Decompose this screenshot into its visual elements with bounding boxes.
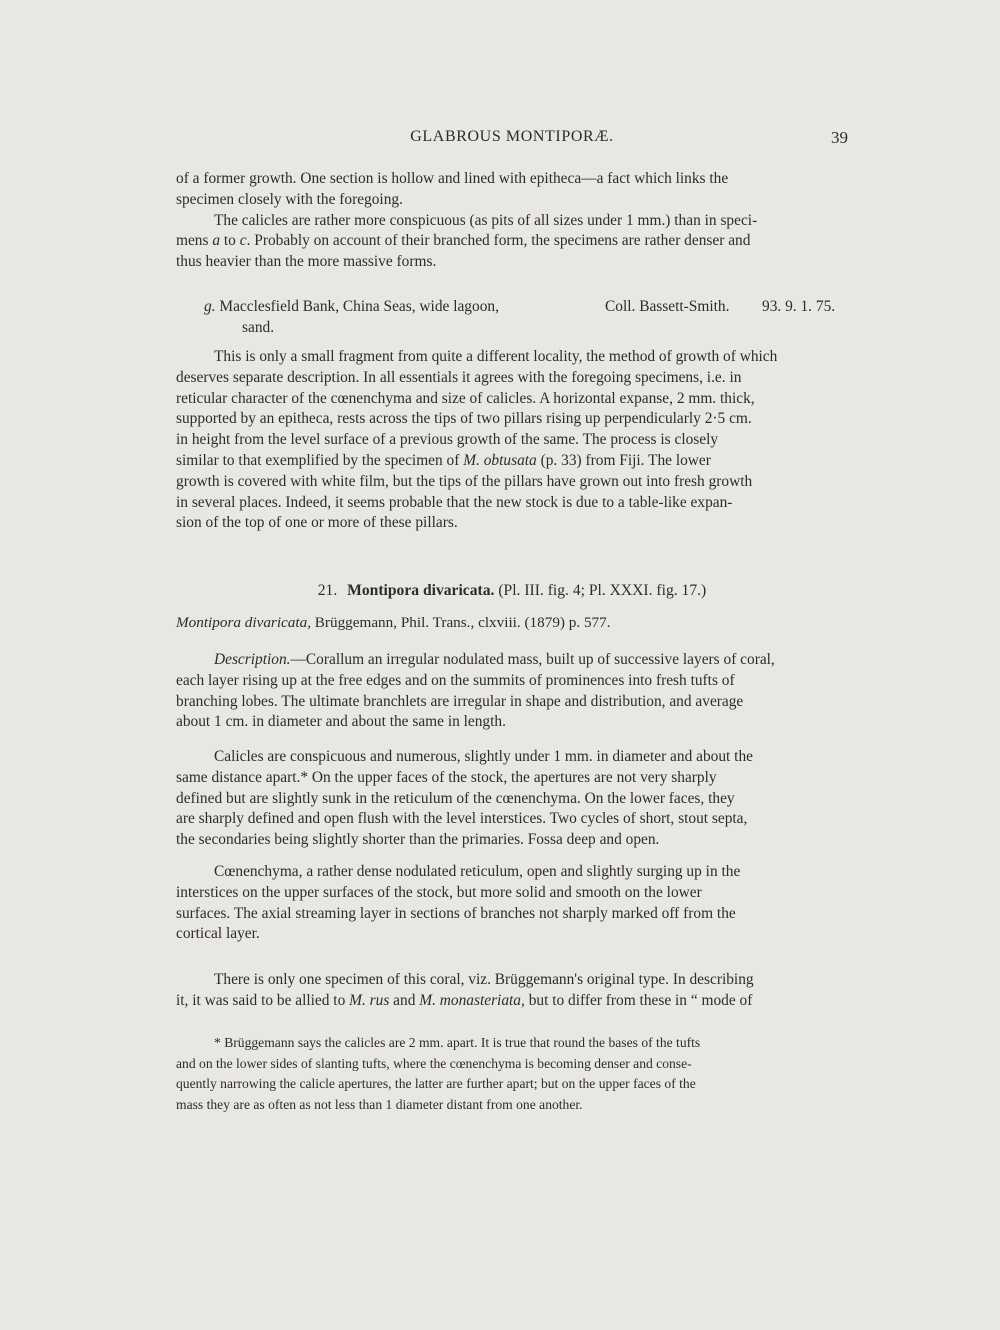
text-line: defined but are slightly sunk in the reticulum of the cœnenchyma. On the lower faces, they [176,789,735,807]
specimen-register: 93. 9. 1. 75. [762,298,836,315]
specimen-g-paragraph [176,347,848,534]
text-line: about 1 cm. in diameter and about the same in length. [176,713,506,731]
text-line: sion of the top of one or more of these pillars. [176,514,458,532]
specimen-locality: g. Macclesfield Bank, China Seas, wide lagoon, [204,298,499,315]
text-line: cortical layer. [176,925,260,943]
text-line: in height from the level surface of a previous growth of the same. The process is closely [176,431,719,449]
text-line: quently narrowing the calicle apertures, the latter are further apart; but on the upper faces of the [176,1076,696,1092]
page-number: 39 [831,128,848,147]
text-line: interstices on the upper surfaces of the stock, but more solid and smooth on the lower [176,883,702,901]
running-head [176,128,848,152]
text-line: same distance apart.* On the upper faces of the stock, the apertures are not very sharply [176,768,717,786]
text-line: deserves separate description. In all essentials it agrees with the foregoing specimens, i.e. in [176,368,742,386]
text-line: the secondaries being slightly shorter than the primaries. Fossa deep and open. [176,831,660,849]
text-line: Cœnenchyma, a rather dense nodulated reticulum, open and slightly surging up in the [214,863,741,880]
text-line: This is only a small fragment from quite a different locality, the method of growth of which [214,348,778,365]
species-heading [176,582,848,600]
text-line: mens a to c. Probably on account of their branched form, the specimens are rather denser and [176,232,751,250]
text-line: * Brüggemann says the calicles are 2 mm. apart. It is true that round the bases of the tufts [214,1035,701,1050]
text-line: specimen closely with the foregoing. [176,190,403,208]
specimen-entry-g [176,297,848,339]
description-paragraph [176,650,848,733]
text-line: supported by an epitheca, rests across the tips of two pillars rising up perpendicularly 2·5 cm. [176,410,752,428]
text-line: each layer rising up at the free edges and on the summits of prominences into fresh tufts of [176,671,735,689]
text-line: Description.—Corallum an irregular nodulated mass, built up of successive layers of coral, [214,651,775,668]
text-line: The calicles are rather more conspicuous (as pits of all sizes under 1 mm.) than in speci- [214,211,758,229]
text-line: There is only one specimen of this coral, viz. Brüggemann's original type. In describing [214,971,754,988]
species-plates: (Pl. III. fig. 4; Pl. XXXI. fig. 17.) [498,582,707,599]
specimen-locality-cont: sand. [242,319,275,336]
species-synonymy: Montipora divaricata, Brüggemann, Phil. Trans., clxviii. (1879) p. 577. [176,614,611,631]
specimen-collection: Coll. Bassett-Smith. [605,298,730,315]
calicles-paragraph [176,747,848,851]
coenenchyma-paragraph [176,862,848,945]
continuation-paragraph [176,169,848,273]
text-line: in several places. Indeed, it seems probable that the new stock is due to a table-like expan- [176,493,733,511]
text-line: growth is covered with white film, but the tips of the pillars have grown out into fresh growth [176,472,753,490]
species-name: Montipora divaricata. [347,582,495,599]
text-line: branching lobes. The ultimate branchlets are irregular in shape and distribution, and average [176,692,744,710]
running-title: GLABROUS MONTIPORÆ. [410,128,614,145]
text-line: of a former growth. One section is hollow and lined with epitheca—a fact which links the [176,170,729,187]
specimen-paragraph [176,970,848,1012]
footnote [176,1033,848,1115]
text-line: it, it was said to be allied to M. rus and M. monasteriata, but to differ from these in “ mode of [176,991,753,1009]
text-line: mass they are as often as not less than 1 diameter distant from one another. [176,1096,583,1112]
species-number: 21. [317,582,338,599]
text-line: similar to that exemplified by the specimen of M. obtusata (p. 33) from Fiji. The lower [176,451,711,469]
text-line: surfaces. The axial streaming layer in sections of branches not sharply marked off from the [176,904,736,922]
text-line: reticular character of the cœnenchyma and size of calicles. A horizontal expanse, 2 mm. thick, [176,389,755,407]
text-line: are sharply defined and open flush with the level interstices. Two cycles of short, stout septa, [176,810,748,828]
text-line: Calicles are conspicuous and numerous, slightly under 1 mm. in diameter and about the [214,748,753,765]
text-line: and on the lower sides of slanting tufts, where the cœnenchyma is becoming denser and conse- [176,1055,692,1071]
text-line: thus heavier than the more massive forms. [176,253,437,271]
